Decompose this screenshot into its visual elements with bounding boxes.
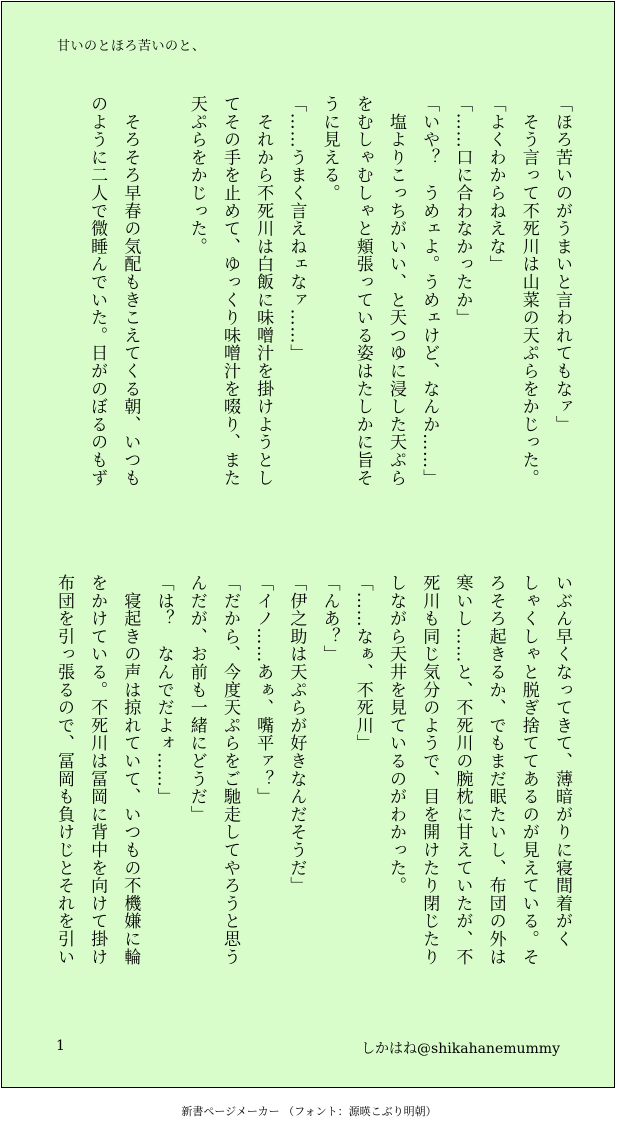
text-column: 「イノ……あぁ、嘴平ァ？」 [253, 574, 274, 806]
author-credit: しかはね@shikahanemummy [361, 1041, 560, 1057]
text-column: 布団を引っ張るので、冨岡も負けじとそれを引い [53, 574, 74, 966]
text-column: 「……口に合わなかったか」 [452, 95, 473, 327]
text-column: のように二人で微睡んでいた。日がのぼるのもず [87, 95, 108, 487]
app-caption: 新書ページメーカー （フォント：源暎こぶり明朝） [181, 1105, 437, 1118]
running-header: 甘いのとほろ苦いのと、 [57, 39, 206, 54]
text-column: それから不死川は白飯に味噌汁を掛けようとし [253, 95, 274, 487]
text-column: をかけている。不死川は冨岡に背中を向けて掛け [87, 574, 108, 966]
text-column: 「伊之助は天ぷらが好きなんだそうだ」 [286, 574, 307, 895]
text-column: そろそろ早春の気配もきこえてくる朝、いつも [120, 95, 141, 487]
text-column: 「ほろ苦いのがうまいと言われてもなァ」 [552, 95, 572, 434]
text-column: 「は？ なんでだよォ……」 [153, 574, 174, 806]
text-column: んだが、お前も一緒にどうだ」 [186, 574, 207, 824]
text-column: 塩よりこっちがいい、と天つゆに浸した天ぷら [385, 95, 406, 487]
text-column: 「よくわからねえな」 [485, 95, 506, 273]
text-column: 「だから、今度天ぷらをご馳走してやろうと思う [219, 574, 240, 966]
text-column: 天ぷらをかじった。 [186, 95, 207, 256]
text-column: 「いや？ うめェよ。うめェけど、なんか……」 [419, 95, 440, 487]
text-column: いぶん早くなってきて、薄暗がりに寝間着がく [552, 574, 572, 948]
text-column: てその手を止めて、ゆっくり味噌汁を啜り、また [219, 95, 240, 487]
text-column [146, 95, 179, 535]
text-column: 寝起きの声は掠れていて、いつもの不機嫌に輪 [120, 574, 141, 966]
text-column: 寒いし……と、不死川の腕枕に甘えていたが、不 [452, 574, 473, 966]
text-column: しゃくしゃと脱ぎ捨ててあるのが見えている。そ [518, 574, 539, 966]
text-column: 「んあ？」 [319, 574, 340, 663]
book-page [1, 1, 615, 1088]
text-column: うに見える。 [319, 95, 340, 202]
page-number: 1 [56, 1038, 65, 1054]
text-column: 「……なぁ、不死川」 [352, 574, 373, 752]
text-column: 死川も同じ気分のようで、目を開けたり閉じたり [419, 574, 440, 966]
text-column: しながら天井を見ているのがわかった。 [385, 574, 406, 895]
text-column: 「……うまく言えねェなァ……」 [286, 95, 307, 362]
text-column: そう言って不死川は山菜の天ぷらをかじった。 [518, 95, 539, 487]
text-column: ろそろ起きるか、でもまだ眠たいし、布団の外は [485, 574, 506, 966]
text-block-top [80, 95, 578, 535]
text-block-bottom [47, 574, 578, 1014]
text-column: をむしゃむしゃと頬張っている姿はたしかに旨そ [352, 95, 373, 487]
